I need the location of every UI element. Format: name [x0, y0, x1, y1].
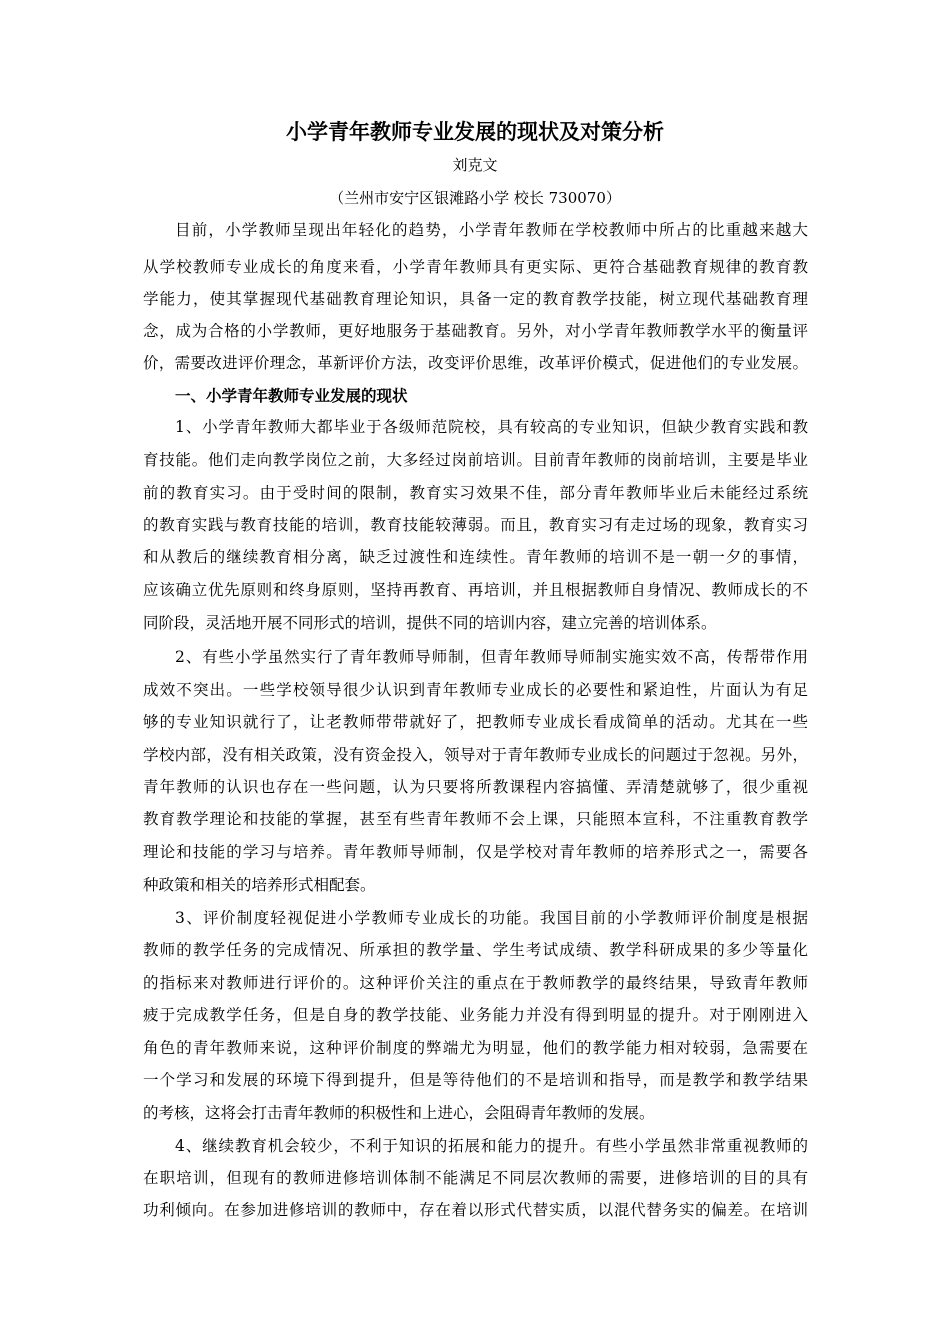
paragraph-line: 的教育实践与教育技能的培训，教育技能较薄弱。而且，教育实习有走过场的现象，教育实习: [143, 516, 808, 534]
paragraph-line: 的考核，这将会打击青年教师的积极性和上进心，会阻碍青年教师的发展。: [143, 1104, 655, 1122]
paragraph-line: 疲于完成教学任务，但是自身的教学技能、业务能力并没有得到明显的提升。对于刚刚进入: [143, 1006, 808, 1024]
author-affiliation: （兰州市安宁区银滩路小学 校长 730070）: [329, 189, 621, 207]
paragraph-line: 应该确立优先原则和终身原则，坚持再教育、再培训，并且根据教师自身情况、教师成长的不: [143, 581, 808, 599]
paragraph-line: 2、有些小学虽然实行了青年教师导师制，但青年教师导师制实施实效不高，传帮带作用: [175, 648, 808, 666]
paragraph-line: 一个学习和发展的环境下得到提升，但是等待他们的不是培训和指导，而是教学和教学结果: [143, 1071, 808, 1089]
paragraph-line: 1、小学青年教师大都毕业于各级师范院校，具有较高的专业知识，但缺少教育实践和教: [175, 418, 808, 436]
paragraph-line: 和从教后的继续教育相分离，缺乏过渡性和连续性。青年教师的培训不是一朝一夕的事情，: [143, 548, 808, 566]
author-name: 刘克文: [452, 156, 498, 174]
paragraph-line: 成效不突出。一些学校领导很少认识到青年教师专业成长的必要性和紧迫性，片面认为有足: [143, 681, 808, 699]
paragraph-line: 教育教学理论和技能的掌握，甚至有些青年教师不会上课，只能照本宣科，不注重教育教学: [143, 810, 808, 828]
document-title: 小学青年教师专业发展的现状及对策分析: [286, 120, 664, 144]
paragraph-line: 青年教师的认识也存在一些问题，认为只要将所教课程内容搞懂、弄清楚就够了，很少重视: [143, 778, 808, 796]
paragraph-line: 育技能。他们走向教学岗位之前，大多经过岗前培训。目前青年教师的岗前培训，主要是毕业: [143, 451, 808, 469]
paragraph-line: 的指标来对教师进行评价的。这种评价关注的重点在于教师教学的最终结果，导致青年教师: [143, 974, 808, 992]
paragraph-line: 4、继续教育机会较少，不利于知识的拓展和能力的提升。有些小学虽然非常重视教师的: [175, 1137, 808, 1155]
paragraph-line: 种政策和相关的培养形式相配套。: [143, 876, 376, 894]
paragraph-line: 理论和技能的学习与培养。青年教师导师制，仅是学校对青年教师的培养形式之一，需要各: [143, 843, 808, 861]
paragraph-line: 在职培训，但现有的教师进修培训体制不能满足不同层次教师的需要，进修培训的目的具有: [143, 1169, 808, 1187]
paragraph-line: 目前，小学教师呈现出年轻化的趋势，小学青年教师在学校教师中所占的比重越来越大: [175, 221, 808, 239]
paragraph-line: 3、评价制度轻视促进小学教师专业成长的功能。我国目前的小学教师评价制度是根据: [175, 909, 808, 927]
paragraph-line: 角色的青年教师来说，这种评价制度的弊端尤为明显，他们的教学能力相对较弱，急需要在: [143, 1039, 808, 1057]
paragraph-line: 够的专业知识就行了，让老教师带带就好了，把教师专业成长看成简单的活动。尤其在一些: [143, 713, 808, 731]
paragraph-line: 念，成为合格的小学教师，更好地服务于基础教育。另外，对小学青年教师教学水平的衡量评: [143, 322, 808, 340]
paragraph-line: 学能力，使其掌握现代基础教育理论知识，具备一定的教育教学技能，树立现代基础教育理: [143, 290, 808, 308]
paragraph-line: 价，需要改进评价理念，革新评价方法，改变评价思维，改革评价模式，促进他们的专业发展。: [143, 354, 808, 372]
paragraph-line: 前的教育实习。由于受时间的限制，教育实习效果不佳，部分青年教师毕业后未能经过系统: [143, 484, 808, 502]
section-heading: 一、小学青年教师专业发展的现状: [175, 387, 408, 405]
paragraph-line: 功利倾向。在参加进修培训的教师中，存在着以形式代替实质，以混代替务实的偏差。在培训: [143, 1201, 808, 1219]
paragraph-line: 从学校教师专业成长的角度来看，小学青年教师具有更实际、更符合基础教育规律的教育教: [143, 258, 808, 276]
paragraph-line: 同阶段，灵活地开展不同形式的培训，提供不同的培训内容，建立完善的培训体系。: [143, 614, 717, 632]
paragraph-line: 教师的教学任务的完成情况、所承担的教学量、学生考试成绩、教学科研成果的多少等量化: [143, 941, 808, 959]
paragraph-line: 学校内部，没有相关政策，没有资金投入，领导对于青年教师专业成长的问题过于忽视。另外，: [143, 746, 808, 764]
